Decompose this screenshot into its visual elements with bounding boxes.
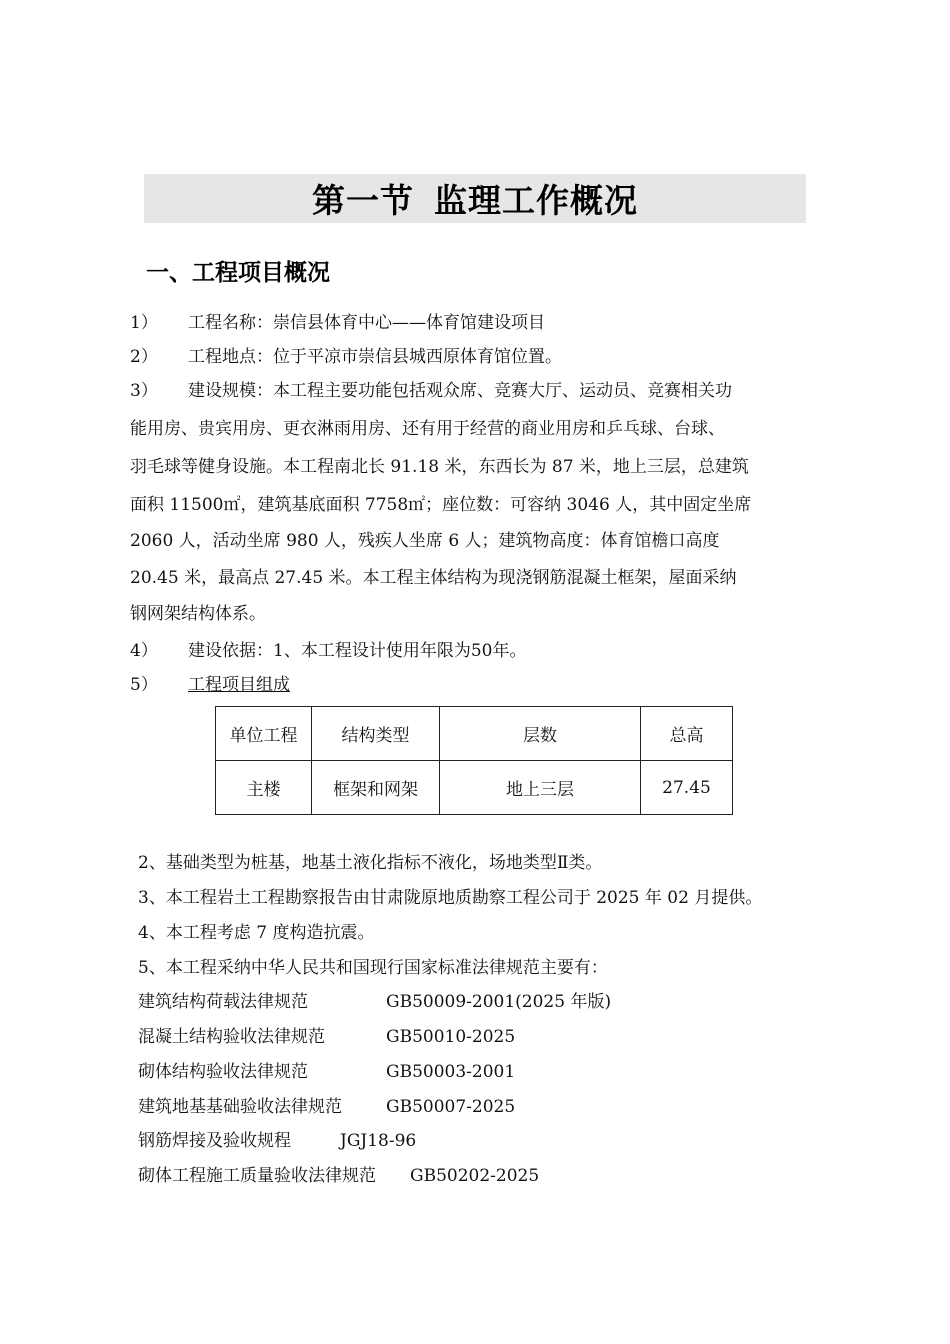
page-title-part1: 第一节 [312, 181, 414, 220]
item-number: 5） [130, 675, 158, 695]
item-number: 4） [130, 641, 158, 661]
table-row [216, 761, 733, 815]
note-line: 3、本工程岩土工程勘察报告由甘肃陇原地质勘察工程公司于 2025 年 02 月提供。 [138, 888, 763, 908]
table-header-row [216, 707, 733, 761]
table-cell: 主楼 [216, 761, 312, 815]
table-header-cell: 结构类型 [312, 707, 440, 761]
list-item [130, 640, 526, 662]
item-number: 3） [130, 381, 158, 401]
paragraph-line: 钢网架结构体系。 [130, 604, 266, 624]
list-item [130, 312, 545, 334]
standard-code: JGJ18-96 [340, 1131, 417, 1151]
paragraph-line: 羽毛球等健身设施。本工程南北长 91.18 米，东西长为 87 米，地上三层，总建筑 [130, 457, 749, 477]
table-header-cell: 总高 [641, 707, 733, 761]
item-text: 工程名称：崇信县体育中心——体育馆建设项目 [188, 313, 545, 333]
standard-name: 砌体结构验收法律规范 [138, 1062, 308, 1082]
standard-name: 砌体工程施工质量验收法律规范 [138, 1166, 376, 1186]
note-line: 4、本工程考虑 7 度构造抗震。 [138, 923, 375, 943]
paragraph-line: 能用房、贵宾用房、更衣淋雨用房、还有用于经营的商业用房和乒乓球、台球、 [130, 419, 725, 439]
list-item [130, 346, 562, 368]
page-title [312, 175, 638, 222]
standard-item [138, 991, 612, 1013]
table-cell: 地上三层 [440, 761, 641, 815]
standard-name: 建筑地基基础验收法律规范 [138, 1097, 342, 1117]
page-title-part2: 监理工作概况 [434, 181, 638, 220]
standard-name: 钢筋焊接及验收规程 [138, 1131, 291, 1151]
standard-code: GB50010-2025 [386, 1027, 516, 1047]
note-line: 2、基础类型为桩基，地基土液化指标不液化，场地类型Ⅱ类。 [138, 853, 603, 873]
paragraph-line: 面积 11500㎡，建筑基底面积 7758㎡；座位数：可容纳 3046 人，其中固定坐席 [130, 495, 752, 515]
table-cell: 27.45 [641, 761, 733, 815]
standard-name: 混凝土结构验收法律规范 [138, 1027, 325, 1047]
standard-name: 建筑结构荷载法律规范 [138, 992, 308, 1012]
standard-item [138, 1130, 417, 1152]
standard-code: GB50007-2025 [386, 1097, 516, 1117]
note-line: 5、本工程采纳中华人民共和国现行国家标准法律规范主要有： [138, 958, 608, 978]
item-text: 建设规模：本工程主要功能包括观众席、竞赛大厅、运动员、竞赛相关功 [188, 381, 732, 401]
item-number: 1） [130, 313, 158, 333]
standard-item [138, 1061, 516, 1083]
table-header-cell: 单位工程 [216, 707, 312, 761]
paragraph-line: 20.45 米，最高点 27.45 米。本工程主体结构为现浇钢筋混凝土框架，屋面采纳 [130, 568, 737, 588]
standard-code: GB50202-2025 [410, 1166, 540, 1186]
standard-code: GB50009-2001(2025 年版) [386, 992, 612, 1012]
list-item [130, 380, 732, 402]
item-text: 建设依据：1、本工程设计使用年限为50年。 [188, 641, 527, 661]
standard-item [138, 1096, 516, 1118]
table-header-cell: 层数 [440, 707, 641, 761]
item-text-underlined: 工程项目组成 [188, 675, 290, 695]
standard-item [138, 1026, 516, 1048]
project-composition-table [215, 706, 733, 815]
list-item [130, 674, 290, 696]
standard-item [138, 1165, 540, 1187]
table-cell: 框架和网架 [312, 761, 440, 815]
section-heading: 一、工程项目概况 [146, 260, 330, 286]
item-number: 2） [130, 347, 158, 367]
paragraph-line: 2060 人，活动坐席 980 人，残疾人坐席 6 人；建筑物高度：体育馆檐口高度 [130, 531, 720, 551]
section-title-band [144, 174, 806, 223]
item-text: 工程地点：位于平凉市崇信县城西原体育馆位置。 [188, 347, 562, 367]
standard-code: GB50003-2001 [386, 1062, 516, 1082]
